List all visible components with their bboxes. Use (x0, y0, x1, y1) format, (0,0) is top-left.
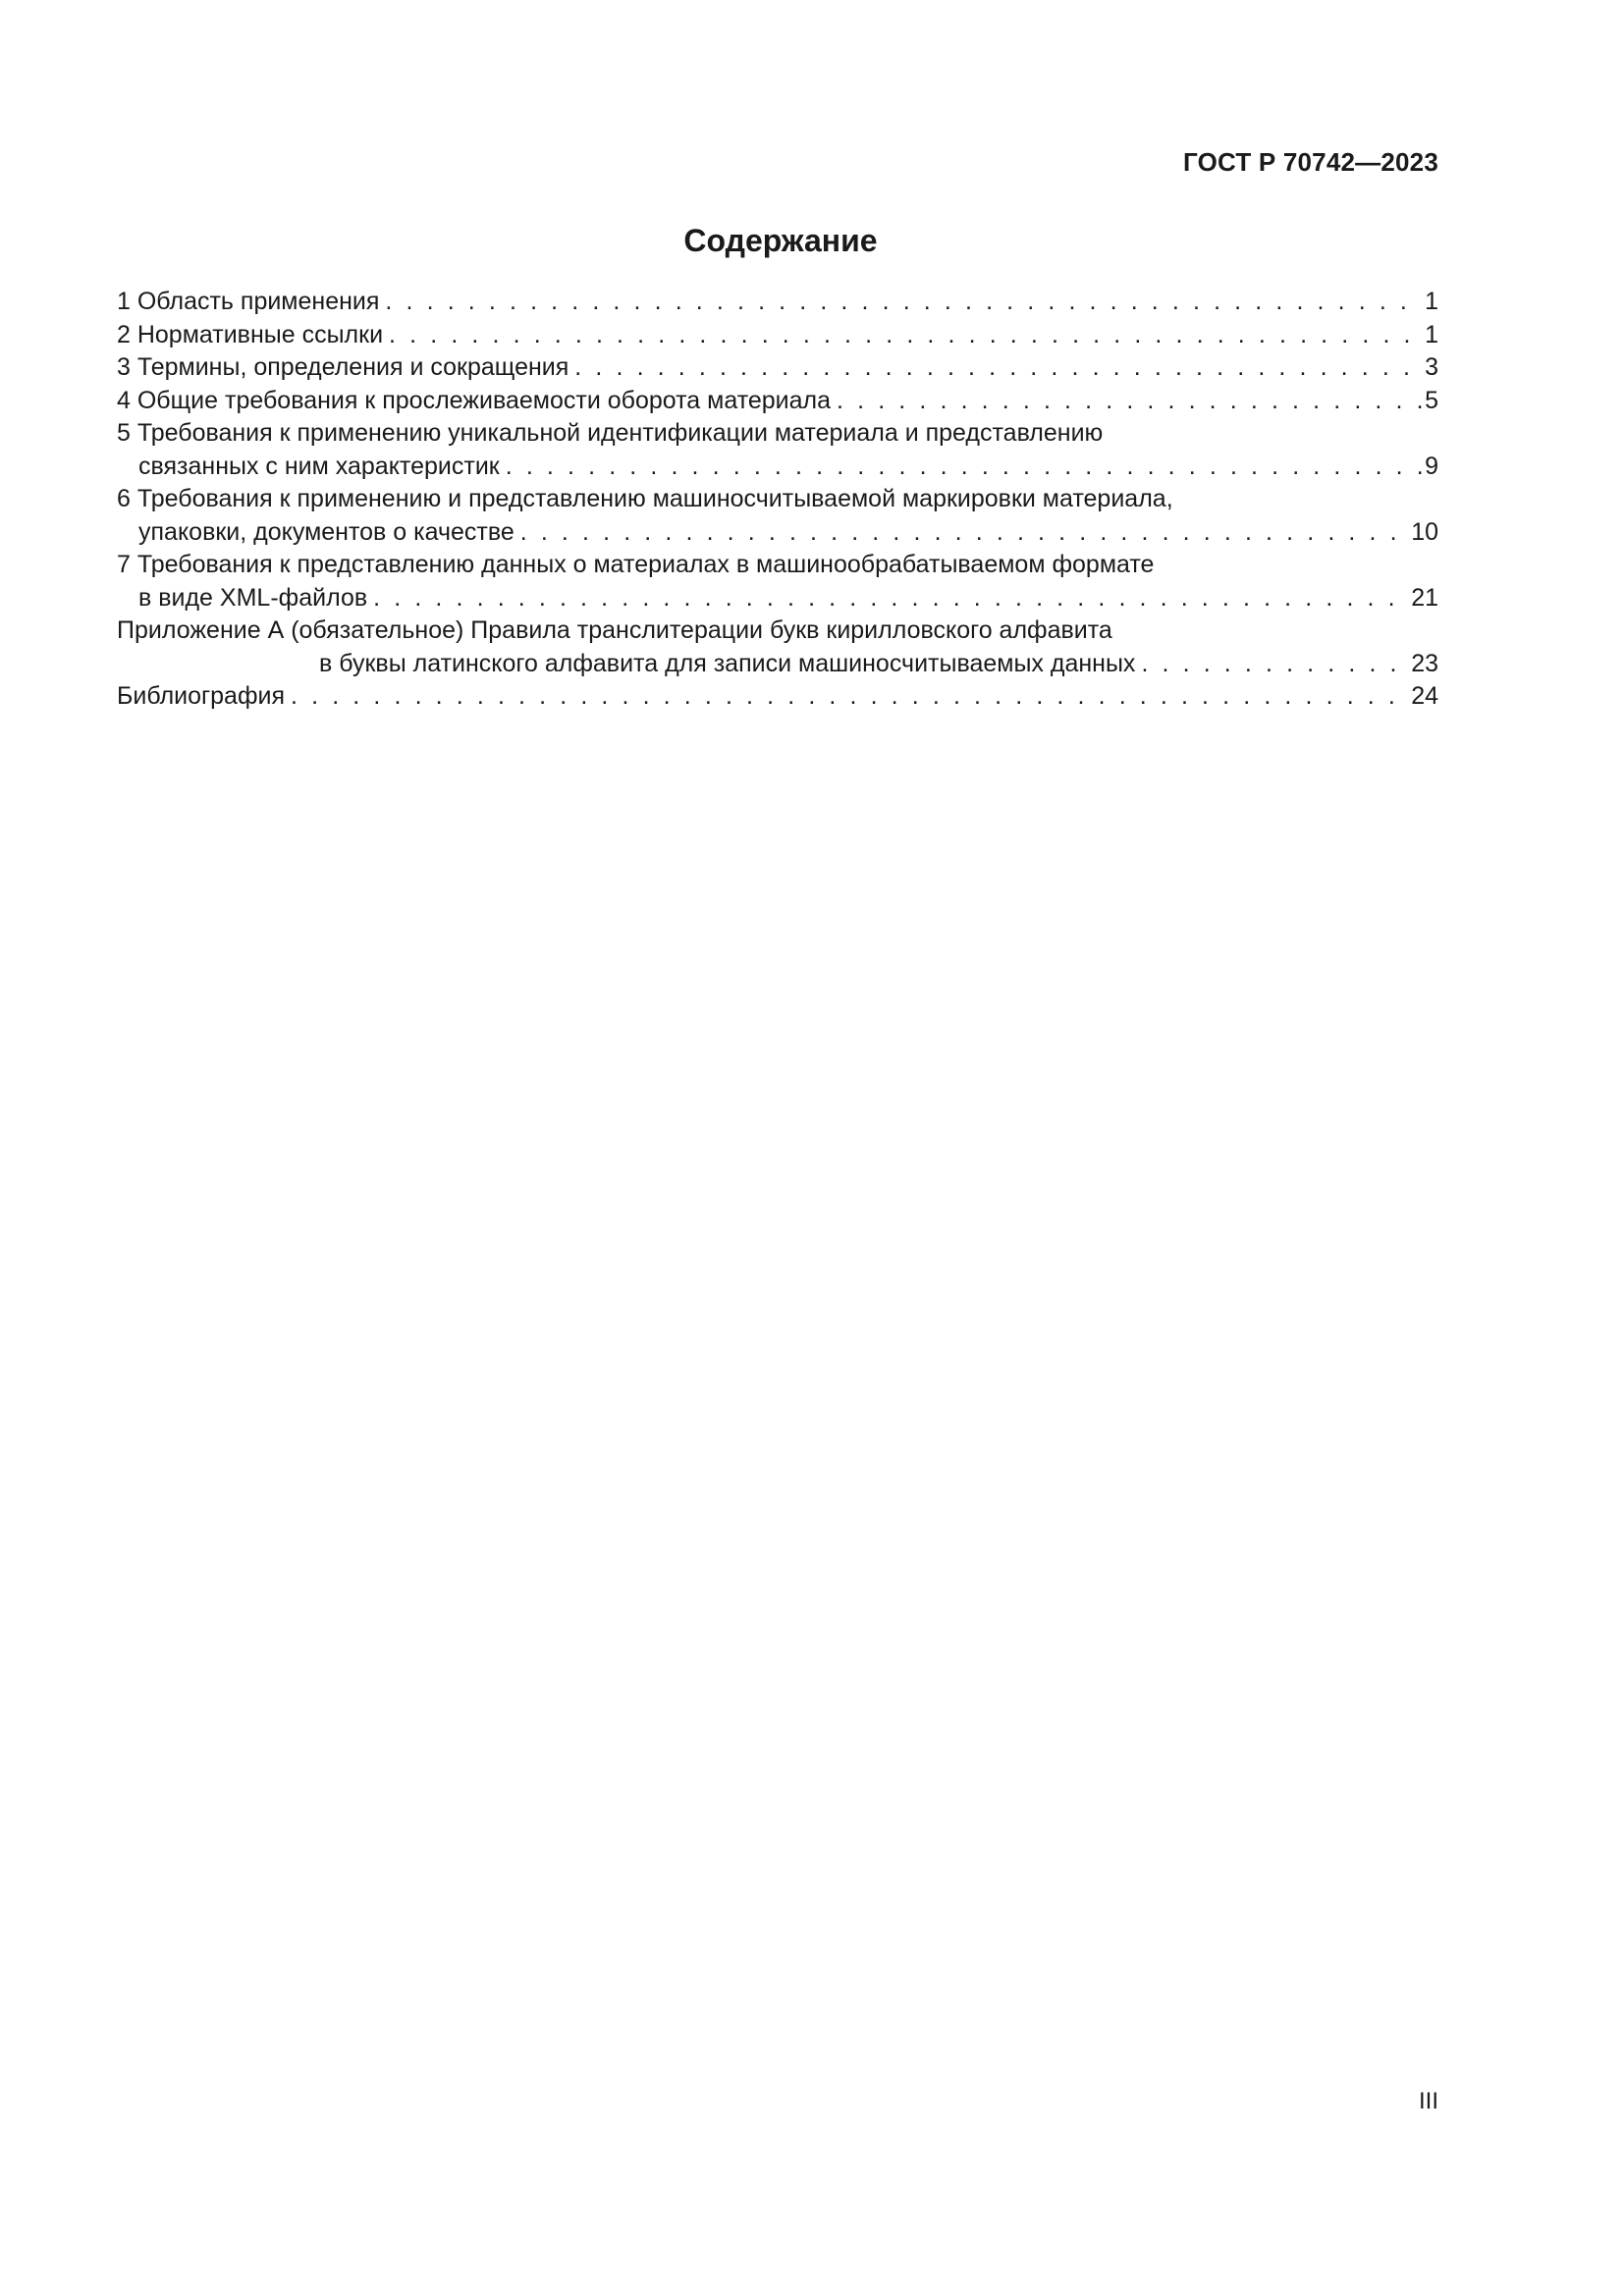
dot-leader (291, 680, 1409, 714)
toc-title: Содержание (683, 223, 878, 258)
dot-leader (1141, 648, 1409, 681)
toc-entry-title-continuation: в буквы латинского алфавита для записи машиносчитываемых данных (319, 649, 1136, 677)
toc-entry-title-continuation: в виде XML-файлов (138, 583, 368, 612)
toc-entry-page: 9 (1425, 452, 1438, 480)
toc-entry-bibliography[interactable] (117, 680, 1438, 714)
toc-entry-title: 6 Требования к применению и представлению машиносчитываемой маркировки материала, (117, 485, 1173, 512)
toc-entry-title: 1 Область применения (117, 288, 380, 315)
toc-entry-2[interactable] (117, 319, 1438, 352)
toc-entry-5[interactable] (117, 417, 1438, 483)
toc-entry-title-continuation: связанных с ним характеристик (138, 452, 500, 480)
toc-entry-title: Приложение А (обязательное) Правила транслитерации букв кирилловского алфавита (117, 616, 1112, 644)
toc-entry-page: 1 (1425, 288, 1438, 315)
toc-entry-page: 21 (1411, 583, 1438, 612)
toc-entry-title: 3 Термины, определения и сокращения (117, 353, 569, 381)
toc-entry-title: 2 Нормативные ссылки (117, 320, 384, 348)
dot-leader (389, 319, 1423, 352)
page-number: III (1418, 2088, 1438, 2114)
toc-entry-1[interactable] (117, 286, 1438, 319)
toc-entry-title: Библиография (117, 682, 286, 710)
dot-leader (506, 451, 1423, 484)
toc-entry-title-continuation: упаковки, документов о качестве (138, 517, 514, 546)
toc-entry-page: 10 (1411, 517, 1438, 546)
toc-entry-page: 3 (1425, 353, 1438, 381)
toc-entry-7[interactable] (117, 549, 1438, 614)
dot-leader (373, 582, 1409, 615)
dot-leader (837, 385, 1423, 418)
toc-entry-title: 5 Требования к применению уникальной идентификации материала и представлению (117, 419, 1104, 447)
document-code: ГОСТ Р 70742—2023 (1183, 147, 1438, 177)
toc-entry-page: 5 (1425, 386, 1438, 414)
dot-leader (520, 516, 1409, 550)
toc-entry-title: 4 Общие требования к прослеживаемости оборота материала (117, 386, 832, 414)
toc-entry-page: 1 (1425, 320, 1438, 348)
dot-leader (574, 351, 1423, 385)
toc-entry-page: 24 (1411, 682, 1438, 710)
toc-entry-3[interactable] (117, 351, 1438, 385)
toc-entry-6[interactable] (117, 483, 1438, 549)
toc-entry-appendix-a[interactable] (117, 614, 1438, 680)
dot-leader (385, 286, 1423, 319)
toc-entry-page: 23 (1411, 649, 1438, 677)
table-of-contents (117, 286, 1438, 714)
toc-entry-4[interactable] (117, 385, 1438, 418)
toc-entry-title: 7 Требования к представлению данных о материалах в машинообрабатываемом формате (117, 551, 1155, 578)
